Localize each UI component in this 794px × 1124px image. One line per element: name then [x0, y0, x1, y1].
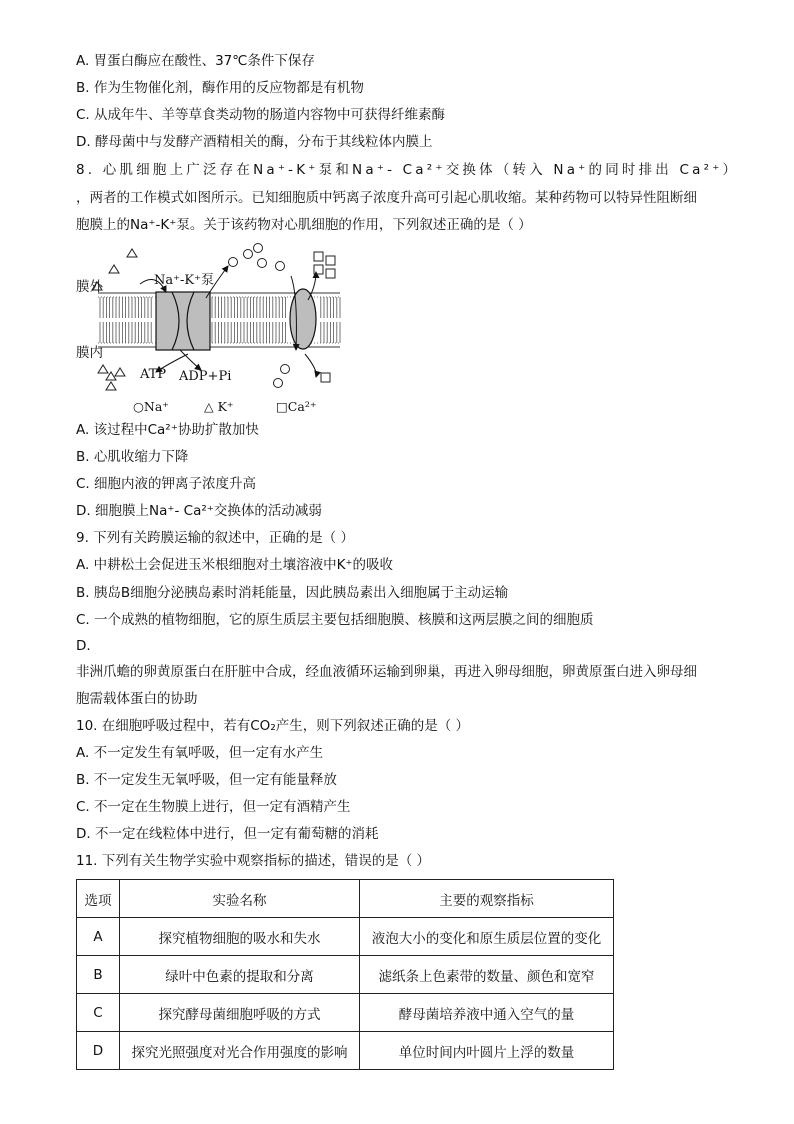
inside-label: 膜内 [76, 345, 103, 361]
q9-option-d-letter: D. [76, 638, 91, 654]
table-row [77, 956, 614, 994]
q10-option-c: C. 不一定在生物膜上进行，但一定有酒精产生 [76, 799, 351, 815]
table-row [77, 918, 614, 956]
k-ion-markers [92, 249, 137, 390]
q10-stem: 10. 在细胞呼吸过程中，若有CO₂产生，则下列叙述正确的是（ ） [76, 718, 470, 734]
q9-option-c: C. 一个成熟的植物细胞，它的原生质层主要包括细胞膜、核膜和这两层膜之间的细胞质 [76, 612, 594, 628]
cell-indicator: 滤纸条上色素带的数量、颜色和宽窄 [360, 956, 614, 994]
legend-ca: □Ca²⁺ [276, 399, 317, 414]
header-indicator: 主要的观察指标 [360, 880, 614, 918]
header-option: 选项 [77, 880, 120, 918]
q8-option-b: B. 心肌收缩力下降 [76, 449, 189, 465]
q9-option-d-line-2: 胞需载体蛋白的协助 [76, 691, 198, 707]
adp-label: ADP+Pi [179, 369, 232, 384]
q8-option-a: A. 该过程中Ca²⁺协助扩散加快 [76, 422, 259, 438]
q7-option-a: A. 胃蛋白酶应在酸性、37℃条件下保存 [76, 53, 315, 69]
observation-table [76, 879, 614, 1070]
table-row [77, 1032, 614, 1070]
atp-label: ATP [140, 367, 167, 382]
cell-experiment: 探究光照强度对光合作用强度的影响 [120, 1032, 360, 1070]
q8-option-d: D. 细胞膜上Na⁺- Ca²⁺交换体的活动减弱 [76, 503, 322, 519]
cell-indicator: 单位时间内叶圆片上浮的数量 [360, 1032, 614, 1070]
q8-option-c: C. 细胞内液的钾离子浓度升高 [76, 476, 257, 492]
cell-option: C [77, 994, 120, 1032]
cell-experiment: 绿叶中色素的提取和分离 [120, 956, 360, 994]
q10-option-b: B. 不一定发生无氧呼吸，但一定有能量释放 [76, 772, 337, 788]
membrane-transport-diagram [76, 242, 341, 417]
cell-experiment: 探究酵母菌细胞呼吸的方式 [120, 994, 360, 1032]
q7-option-d: D. 酵母菌中与发酵产酒精相关的酶，分布于其线粒体内膜上 [76, 134, 433, 150]
q10-option-d: D. 不一定在线粒体中进行，但一定有葡萄糖的消耗 [76, 826, 379, 842]
q8-stem-line-2: ，两者的工作模式如图所示。已知细胞质中钙离子浓度升高可引起心肌收缩。某种药物可以特异性阻断细 [76, 190, 697, 206]
cell-option: A [77, 918, 120, 956]
q11-stem: 11. 下列有关生物学实验中观察指标的描述，错误的是（ ） [76, 853, 431, 869]
table-header-row [77, 880, 614, 918]
q9-option-a: A. 中耕松土会促进玉米根细胞对土壤溶液中K⁺的吸收 [76, 557, 394, 573]
q8-stem-line-3: 胞膜上的Na⁺-K⁺泵。关于该药物对心肌细胞的作用，下列叙述正确的是（ ） [76, 217, 532, 233]
q8-stem-line-1: 8. 心肌细胞上广泛存在Na⁺-K⁺泵和Na⁺- Ca²⁺交换体（转入 Na⁺的同时排出 Ca²⁺） [76, 162, 740, 178]
legend-na: ○Na⁺ [133, 399, 169, 414]
pump-label: Na⁺-K⁺泵 [154, 273, 214, 288]
q9-option-b: B. 胰岛B细胞分泌胰岛素时消耗能量，因此胰岛素出入细胞属于主动运输 [76, 585, 509, 601]
cell-experiment: 探究植物细胞的吸水和失水 [120, 918, 360, 956]
na-ca-exchanger [290, 289, 316, 349]
q9-stem: 9. 下列有关跨膜运输的叙述中，正确的是（ ） [76, 530, 354, 546]
cell-option: B [77, 956, 120, 994]
q7-option-c: C. 从成年牛、羊等草食类动物的肠道内容物中可获得纤维素酶 [76, 107, 446, 123]
cell-indicator: 液泡大小的变化和原生质层位置的变化 [360, 918, 614, 956]
outside-label: 膜外 [76, 279, 103, 295]
cell-option: D [77, 1032, 120, 1070]
q10-option-a: A. 不一定发生有氧呼吸，但一定有水产生 [76, 745, 324, 761]
ca-ion-markers [314, 252, 335, 382]
cell-indicator: 酵母菌培养液中通入空气的量 [360, 994, 614, 1032]
header-experiment: 实验名称 [120, 880, 360, 918]
na-k-pump [156, 292, 210, 350]
table-row [77, 994, 614, 1032]
q9-option-d-line-1: 非洲爪蟾的卵黄原蛋白在肝脏中合成，经血液循环运输到卵巢，再进入卵母细胞，卵黄原蛋白进入卵母细 [76, 664, 697, 680]
q7-option-b: B. 作为生物催化剂，酶作用的反应物都是有机物 [76, 80, 364, 96]
legend-k: △ K⁺ [204, 399, 234, 414]
